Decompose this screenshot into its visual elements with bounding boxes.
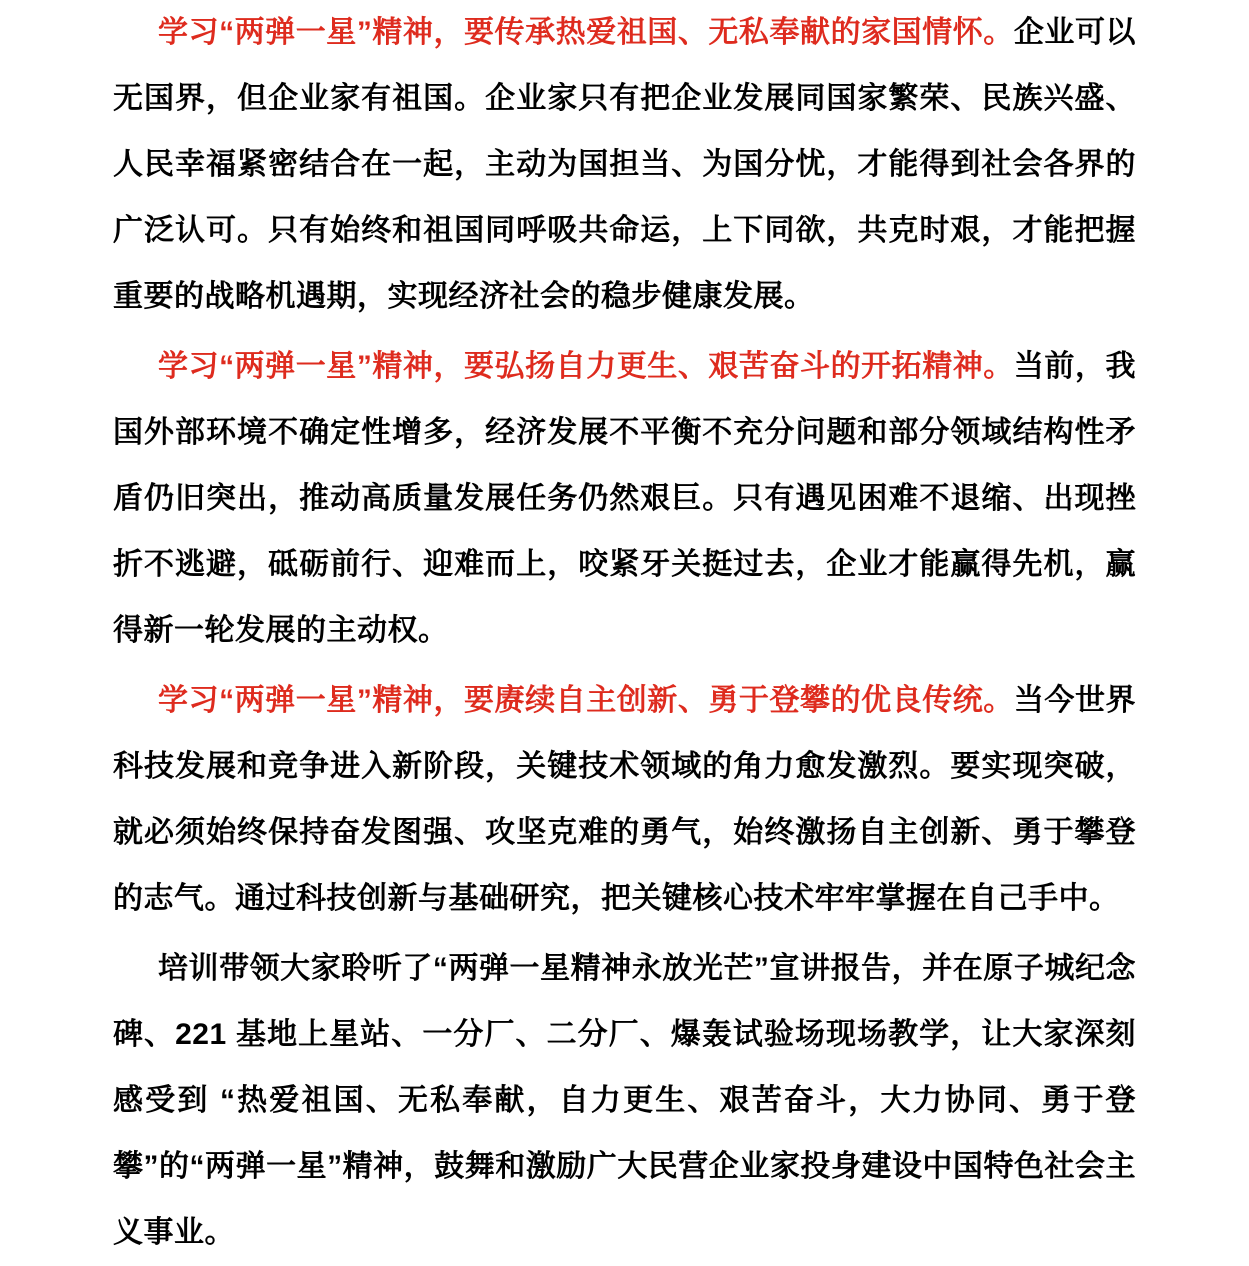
paragraph-lead-red: 学习“两弹一星”精神，要弘扬自力更生、艰苦奋斗的开拓精神。: [158, 350, 1014, 383]
paragraph-lead-red: 学习“两弹一星”精神，要赓续自主创新、勇于登攀的优良传统。: [158, 684, 1014, 717]
paragraph-body: 当前，我国外部环境不确定性增多，经济发展不平衡不充分问题和部分领域结构性矛盾仍旧突出，推动高质量发展任务仍然艰巨。只有遇见困难不退缩、出现挫折不逃避，砥砺前行、迎难而上，咬紧牙关挺过去，企业才能赢得先机，赢得新一轮发展的主动权。: [113, 350, 1136, 647]
paragraph-body: 企业可以无国界，但企业家有祖国。企业家只有把企业发展同国家繁荣、民族兴盛、人民幸福紧密结合在一起，主动为国担当、为国分忧，才能得到社会各界的广泛认可。只有始终和祖国同呼吸共命运，上下同欲，共克时艰，才能把握重要的战略机遇期，实现经济社会的稳步健康发展。: [113, 16, 1136, 313]
paragraph-body: 当今世界科技发展和竞争进入新阶段，关键技术领域的角力愈发激烈。要实现突破，就必须始终保持奋发图强、攻坚克难的勇气，始终激扬自主创新、勇于攀登的志气。通过科技创新与基础研究，把关键核心技术牢牢掌握在自己手中。: [113, 684, 1136, 915]
paragraph-patriotism: [113, 0, 1136, 330]
paragraph-training-summary: [113, 936, 1136, 1266]
document-content: [113, 0, 1136, 1266]
paragraph-lead-red: 学习“两弹一星”精神，要传承热爱祖国、无私奉献的家国情怀。: [158, 16, 1014, 49]
paragraph-innovation: [113, 668, 1136, 932]
paragraph-body: 培训带领大家聆听了“两弹一星精神永放光芒”宣讲报告，并在原子城纪念碑、221 基地上星站、一分厂、二分厂、爆轰试验场现场教学，让大家深刻感受到 “热爱祖国、无私奉献，自力更生、艰苦奋斗，大力协同、勇于登攀”的“两弹一星”精神，鼓舞和激励广大民营企业家投身建设中国特色社会主义事业。: [113, 952, 1136, 1249]
paragraph-self-reliance: [113, 334, 1136, 664]
